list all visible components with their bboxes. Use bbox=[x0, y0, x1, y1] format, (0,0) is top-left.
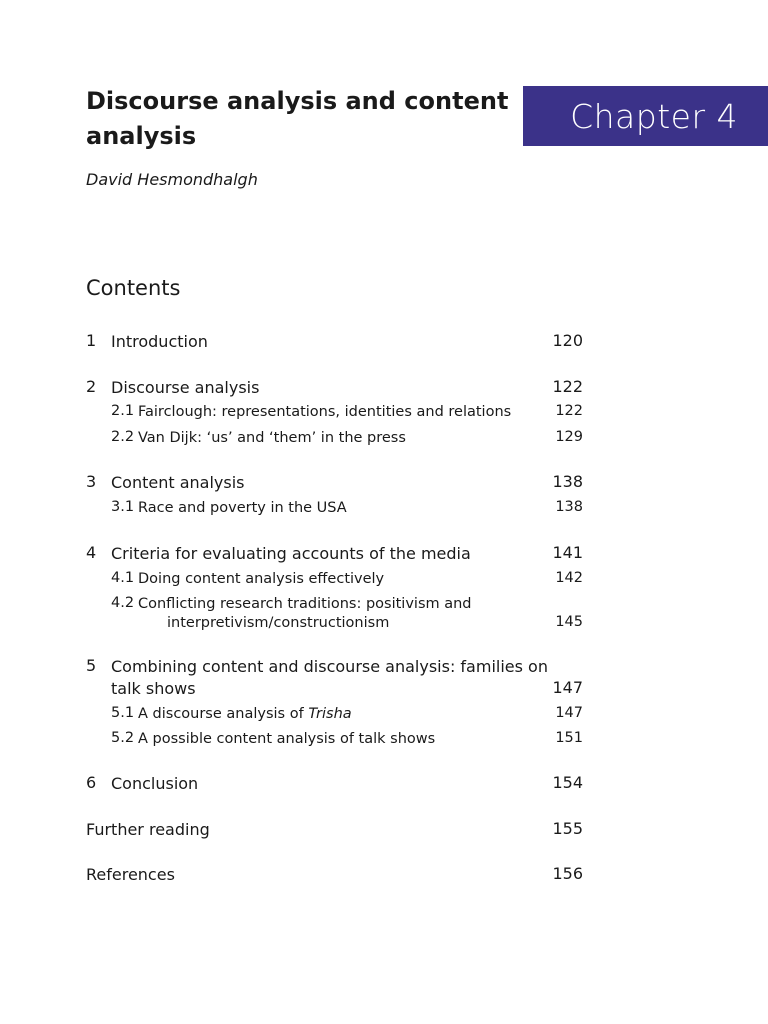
toc-page: 147 bbox=[552, 678, 583, 697]
toc-label: Criteria for evaluating accounts of the media bbox=[111, 544, 471, 563]
toc-page: 147 bbox=[555, 705, 583, 721]
toc-label-italic: Trisha bbox=[308, 706, 352, 722]
chapter-label: Chapter 4 bbox=[570, 96, 738, 136]
toc-number: 6 bbox=[86, 773, 97, 792]
toc-number: 1 bbox=[86, 331, 97, 350]
toc-page: 138 bbox=[552, 472, 583, 491]
toc-label-line1: Combining content and discourse analysis: families on bbox=[111, 657, 548, 676]
toc-number: 5.2 bbox=[111, 730, 135, 746]
toc-label: Further reading bbox=[86, 820, 210, 839]
toc-page: 138 bbox=[555, 499, 583, 515]
toc-label: Race and poverty in the USA bbox=[138, 500, 347, 516]
author-name: David Hesmondhalgh bbox=[86, 170, 258, 189]
contents-heading: Contents bbox=[86, 276, 181, 300]
toc-number: 4 bbox=[86, 543, 97, 562]
toc-page: 142 bbox=[555, 570, 583, 586]
toc-label-text: A discourse analysis of bbox=[138, 706, 309, 722]
toc-number: 3.1 bbox=[111, 499, 135, 515]
toc-label: References bbox=[86, 865, 175, 884]
chapter-badge bbox=[523, 86, 768, 146]
toc-page: 141 bbox=[552, 543, 583, 562]
toc-number: 3 bbox=[86, 472, 97, 491]
toc-label bbox=[138, 595, 538, 633]
toc-page: 145 bbox=[555, 614, 583, 630]
toc-page: 122 bbox=[555, 403, 583, 419]
toc-label-line1: Conflicting research traditions: positivism and bbox=[138, 596, 472, 612]
toc-page: 151 bbox=[555, 730, 583, 746]
toc-number: 4.1 bbox=[111, 570, 135, 586]
toc-label: Fairclough: representations, identities and relations bbox=[138, 404, 512, 420]
toc-label: Discourse analysis bbox=[111, 378, 260, 397]
toc-label: Conclusion bbox=[111, 774, 199, 793]
toc-page: 155 bbox=[552, 819, 583, 838]
toc-page: 156 bbox=[552, 864, 583, 883]
toc-label: Doing content analysis effectively bbox=[138, 571, 385, 587]
toc-label: Content analysis bbox=[111, 473, 245, 492]
toc-number: 2.2 bbox=[111, 429, 135, 445]
toc-label-line2: talk shows bbox=[111, 679, 196, 698]
toc-label: A possible content analysis of talk shows bbox=[138, 731, 436, 747]
toc-page: 129 bbox=[555, 429, 583, 445]
toc-label: Van Dijk: ‘us’ and ‘them’ in the press bbox=[138, 430, 406, 446]
toc-number: 2 bbox=[86, 377, 97, 396]
toc-label bbox=[111, 656, 551, 700]
toc-page: 120 bbox=[552, 331, 583, 350]
toc-number: 2.1 bbox=[111, 403, 135, 419]
toc-number: 5.1 bbox=[111, 705, 135, 721]
toc-label bbox=[138, 705, 538, 724]
toc-page: 154 bbox=[552, 773, 583, 792]
toc-number: 5 bbox=[86, 656, 97, 675]
toc-page: 122 bbox=[552, 377, 583, 396]
chapter-title: Discourse analysis and content analysis bbox=[86, 87, 509, 150]
toc-label-line2: interpretivism/constructionism bbox=[167, 615, 390, 631]
toc-label: Introduction bbox=[111, 332, 208, 351]
toc-number: 4.2 bbox=[111, 595, 135, 611]
